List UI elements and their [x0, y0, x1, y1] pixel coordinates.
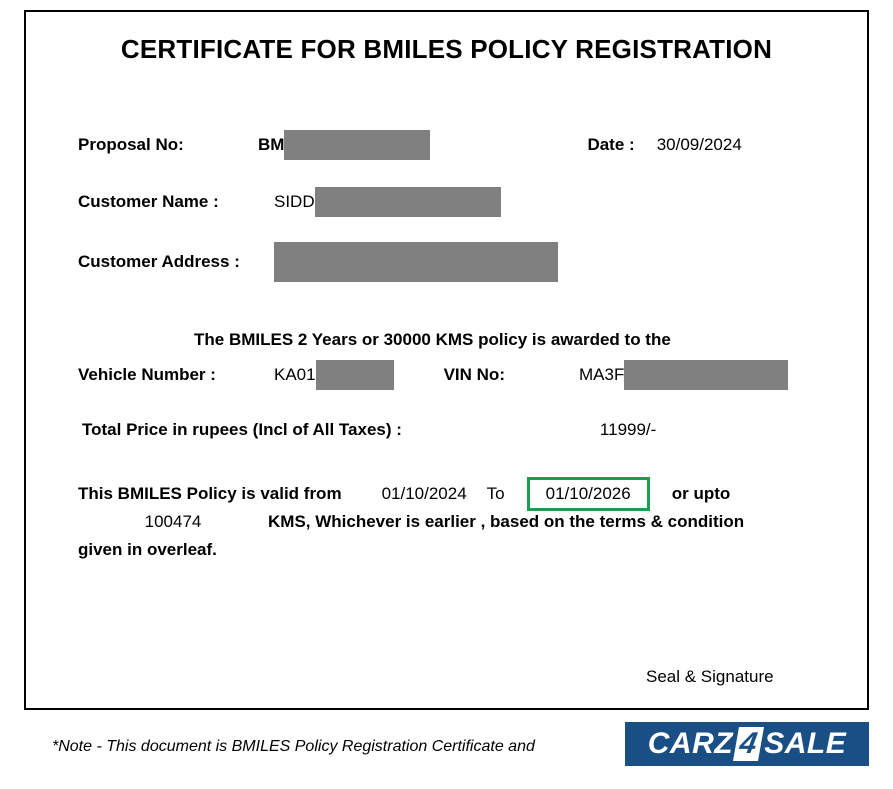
total-price-label: Total Price in rupees (Incl of All Taxes) :	[82, 420, 402, 439]
logo-part-sale: SALE	[764, 727, 847, 760]
vehicle-row	[78, 360, 858, 390]
validity-row	[78, 477, 878, 511]
footer-note: *Note - This document is BMILES Policy Registration Certificate and	[52, 738, 535, 755]
date-label: Date :	[587, 135, 635, 154]
customer-name-label: Customer Name :	[78, 192, 219, 211]
validity-from-date: 01/10/2024	[381, 484, 467, 503]
awarded-line	[78, 330, 838, 350]
logo-part-four: 4	[733, 727, 764, 761]
validity-to-date-highlight: 01/10/2026	[527, 477, 650, 511]
customer-address-redaction-block	[274, 242, 558, 282]
vin-value-prefix: MA3F	[578, 365, 625, 384]
proposal-row	[78, 130, 838, 160]
total-price-value: 11999/-	[599, 420, 657, 439]
total-price-row	[82, 420, 862, 440]
validity-prefix: This BMILES Policy is valid from	[78, 484, 342, 503]
vin-label: VIN No:	[443, 365, 505, 384]
customer-name-value-prefix: SIDD	[274, 192, 315, 211]
validity-overleaf-text: given in overleaf.	[78, 540, 217, 559]
proposal-label: Proposal No:	[78, 135, 184, 154]
seal-signature-label: Seal & Signature	[646, 667, 774, 686]
date-value: 30/09/2024	[656, 135, 742, 154]
certificate-box	[24, 10, 869, 710]
vehicle-number-redaction-block	[316, 360, 394, 390]
vehicle-number-label: Vehicle Number :	[78, 365, 216, 384]
certificate-title: CERTIFICATE FOR BMILES POLICY REGISTRATION	[120, 34, 773, 64]
awarded-text: The BMILES 2 Years or 30000 KMS policy is awarded to the	[194, 330, 671, 349]
validity-kms-text: KMS, Whichever is earlier , based on the terms & condition	[268, 512, 745, 531]
validity-suffix: or upto	[671, 484, 731, 503]
customer-address-label: Customer Address :	[78, 252, 240, 271]
validity-kms-row	[78, 512, 878, 532]
proposal-value-prefix: BM	[258, 135, 285, 154]
customer-name-redaction-block	[315, 187, 501, 217]
logo-part-carz: CARZ	[647, 727, 734, 760]
logo-text	[648, 727, 847, 761]
customer-address-row	[78, 242, 838, 282]
validity-kms-value: 100474	[144, 512, 202, 531]
validity-to-word: To	[486, 484, 505, 503]
vin-redaction-block	[624, 360, 788, 390]
carz4sale-logo	[625, 722, 869, 766]
customer-name-row	[78, 187, 838, 217]
proposal-redaction-block	[284, 130, 430, 160]
vehicle-number-value-prefix: KA01	[274, 365, 316, 384]
